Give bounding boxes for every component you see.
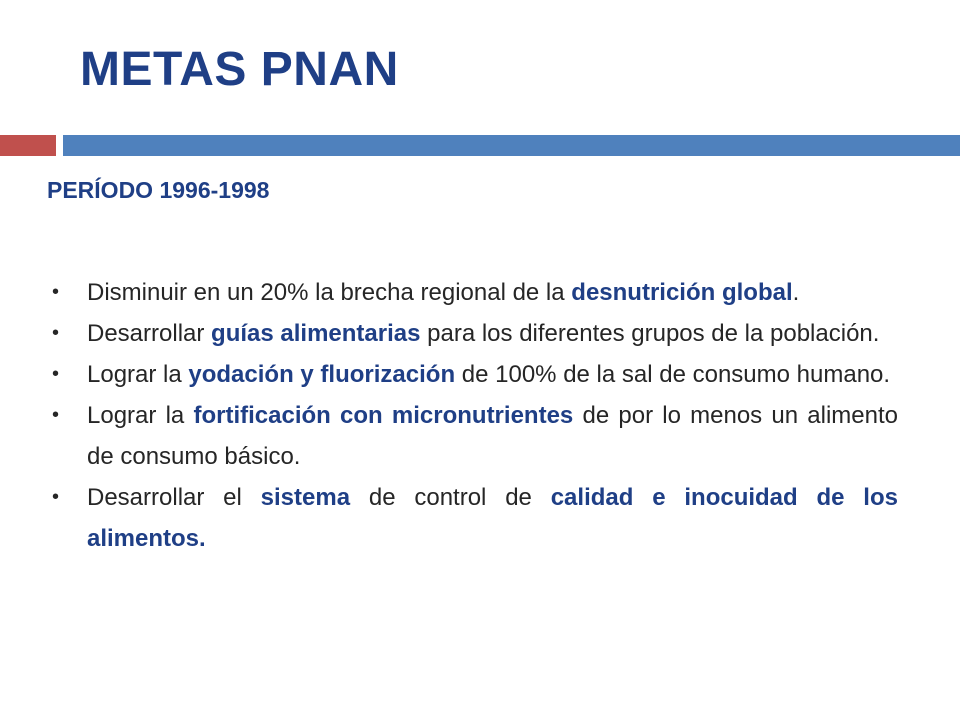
goal-emphasis: calidad e inocuidad de los alimentos. [87,484,898,552]
goal-text: . [792,279,800,306]
goal-item [47,477,898,559]
period-heading: PERÍODO 1996-1998 [47,177,270,203]
slide-title: METAS PNAN [80,43,399,96]
goal-text: Desarrollar el [87,484,261,511]
goal-text: de control de [350,484,551,511]
bullet-icon: • [52,404,60,426]
goal-item [47,354,898,395]
goal-text: Lograr la [87,402,194,429]
goal-item [47,272,898,313]
goal-emphasis: guías alimentarias [211,320,421,347]
goal-item [47,395,898,477]
goals-list [47,272,898,559]
goal-text: Lograr la [87,361,189,388]
goal-emphasis: fortificación con micronutrientes [193,402,574,429]
goal-text: para los diferentes grupos de la población. [420,320,880,347]
accent-bar-red [0,135,56,156]
goal-emphasis: sistema [260,484,351,511]
goal-emphasis: yodación y fluorización [188,361,456,388]
bullet-icon: • [52,322,60,344]
bullet-icon: • [52,486,60,508]
goal-item [47,313,898,354]
bullet-icon: • [52,363,60,385]
bullet-icon: • [52,281,60,303]
goal-text: de 100% de la sal de consumo humano. [455,361,891,388]
goal-text: Desarrollar [87,320,212,347]
accent-bar-blue [63,135,960,156]
goal-emphasis: desnutrición global [571,279,793,306]
goal-text: Disminuir en un 20% la brecha regional de la [87,279,572,306]
goal-text: de por lo menos un alimento de consumo básico. [87,402,899,470]
